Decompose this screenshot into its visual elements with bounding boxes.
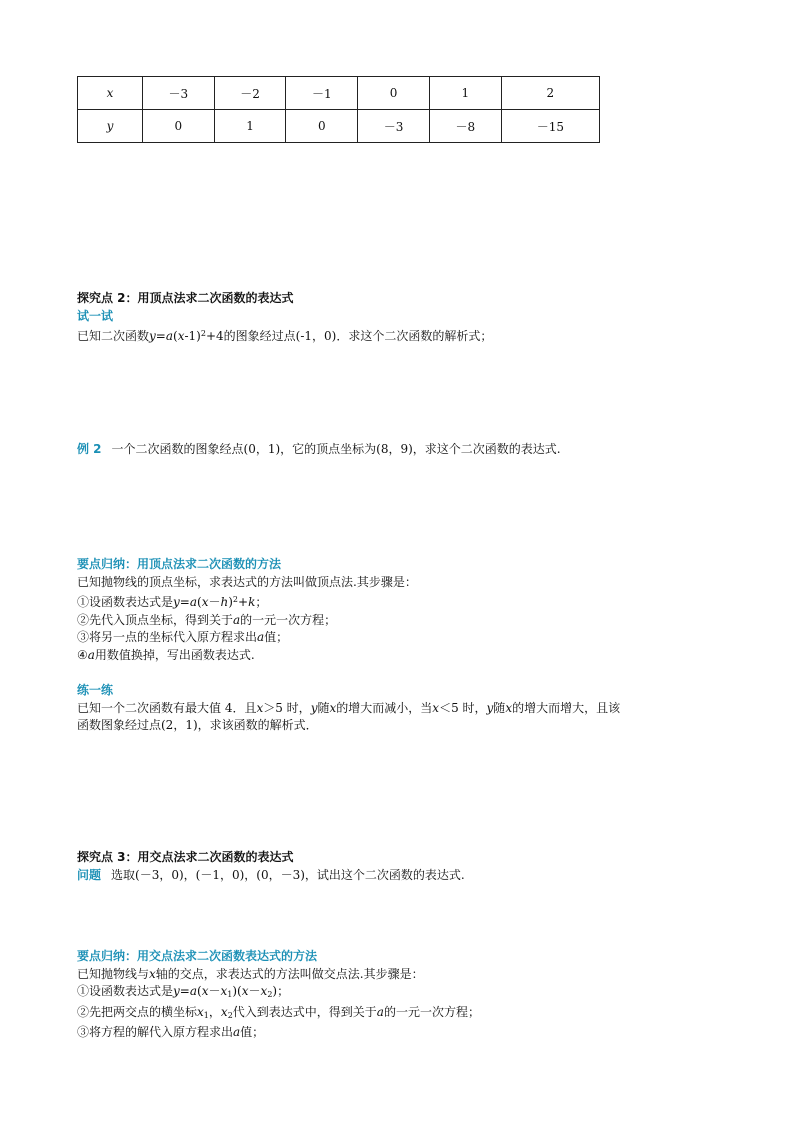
question-label: 问题 [77, 867, 102, 882]
table-row [78, 77, 600, 110]
summary-step-1: ①设函数表达式是$y=a(x-x_1)(x-x_2)$； [77, 984, 290, 999]
summary-intro: 已知抛物线与x轴的交点，求表达式的方法叫做交点法.其步骤是： [77, 966, 424, 981]
table-cell: 0 [143, 110, 215, 143]
table-cell: 0 [358, 77, 430, 110]
table-cell: －1 [286, 77, 358, 110]
example-label: 例 2 [77, 442, 102, 456]
summary-step-2: ②先代入顶点坐标，得到关于a的一元一次方程； [77, 612, 337, 627]
table-cell: －2 [214, 77, 286, 110]
practice-block [77, 682, 727, 735]
table-cell: 1 [429, 77, 501, 110]
section-heading: 探究点 2：用顶点法求二次函数的表达式 [77, 291, 294, 305]
example-2 [77, 441, 727, 459]
summary-step-2: ②先把两交点的横坐标$x_1$，$x_2$代入到表达式中，得到关于a的一元一次方程； [77, 1004, 480, 1020]
summary-step-3: ③将方程的解代入原方程求出a值； [77, 1025, 265, 1039]
xy-value-table [77, 76, 600, 143]
table-cell: －3 [358, 110, 430, 143]
summary-intercept-method [77, 948, 727, 1042]
summary-step-1: ①设函数表达式是$y=a(x-h)^2+k$； [77, 595, 268, 609]
table-cell: －15 [501, 110, 599, 143]
table-cell: －8 [429, 110, 501, 143]
row-label-y: y [78, 110, 143, 143]
table-cell: 1 [214, 110, 286, 143]
table-row [78, 110, 600, 143]
summary-vertex-method [77, 556, 727, 664]
summary-step-4: ④a用数值换掉，写出函数表达式. [77, 647, 255, 662]
practice-line-1: 已知一个二次函数有最大值 4．且x＞5 时，y随x的增大而减小，当x＜5 时，y随x的增大而增大，且该 [77, 700, 621, 715]
section-intercept-method [77, 849, 727, 884]
practice-label: 练一练 [77, 683, 114, 697]
table-cell: －3 [143, 77, 215, 110]
summary-intro: 已知抛物线的顶点坐标，求表达式的方法叫做顶点法.其步骤是： [77, 574, 417, 589]
try-it-label: 试一试 [77, 308, 114, 323]
section-vertex-method [77, 290, 727, 346]
row-label-x: x [78, 77, 143, 110]
practice-line-2: 函数图象经过点(2，1)，求该函数的解析式． [77, 718, 318, 732]
summary-heading: 要点归纳：用交点法求二次函数表达式的方法 [77, 949, 318, 963]
example-text: 一个二次函数的图象经点(0，1)，它的顶点坐标为(8，9)，求这个二次函数的表达式. [111, 442, 561, 456]
section-heading: 探究点 3：用交点法求二次函数的表达式 [77, 850, 294, 864]
try-it-problem: 已知二次函数$y=a(x-1)^2+4$的图象经过点(-1，0)．求这个二次函数的解析式； [77, 329, 493, 343]
question-text: 选取(－3，0)，(－1，0)，(0，－3)，试出这个二次函数的表达式. [111, 867, 465, 882]
table-cell: 2 [501, 77, 599, 110]
summary-step-3: ③将另一点的坐标代入原方程求出a值； [77, 630, 289, 644]
summary-heading: 要点归纳：用顶点法求二次函数的方法 [77, 557, 282, 571]
table-cell: 0 [286, 110, 358, 143]
